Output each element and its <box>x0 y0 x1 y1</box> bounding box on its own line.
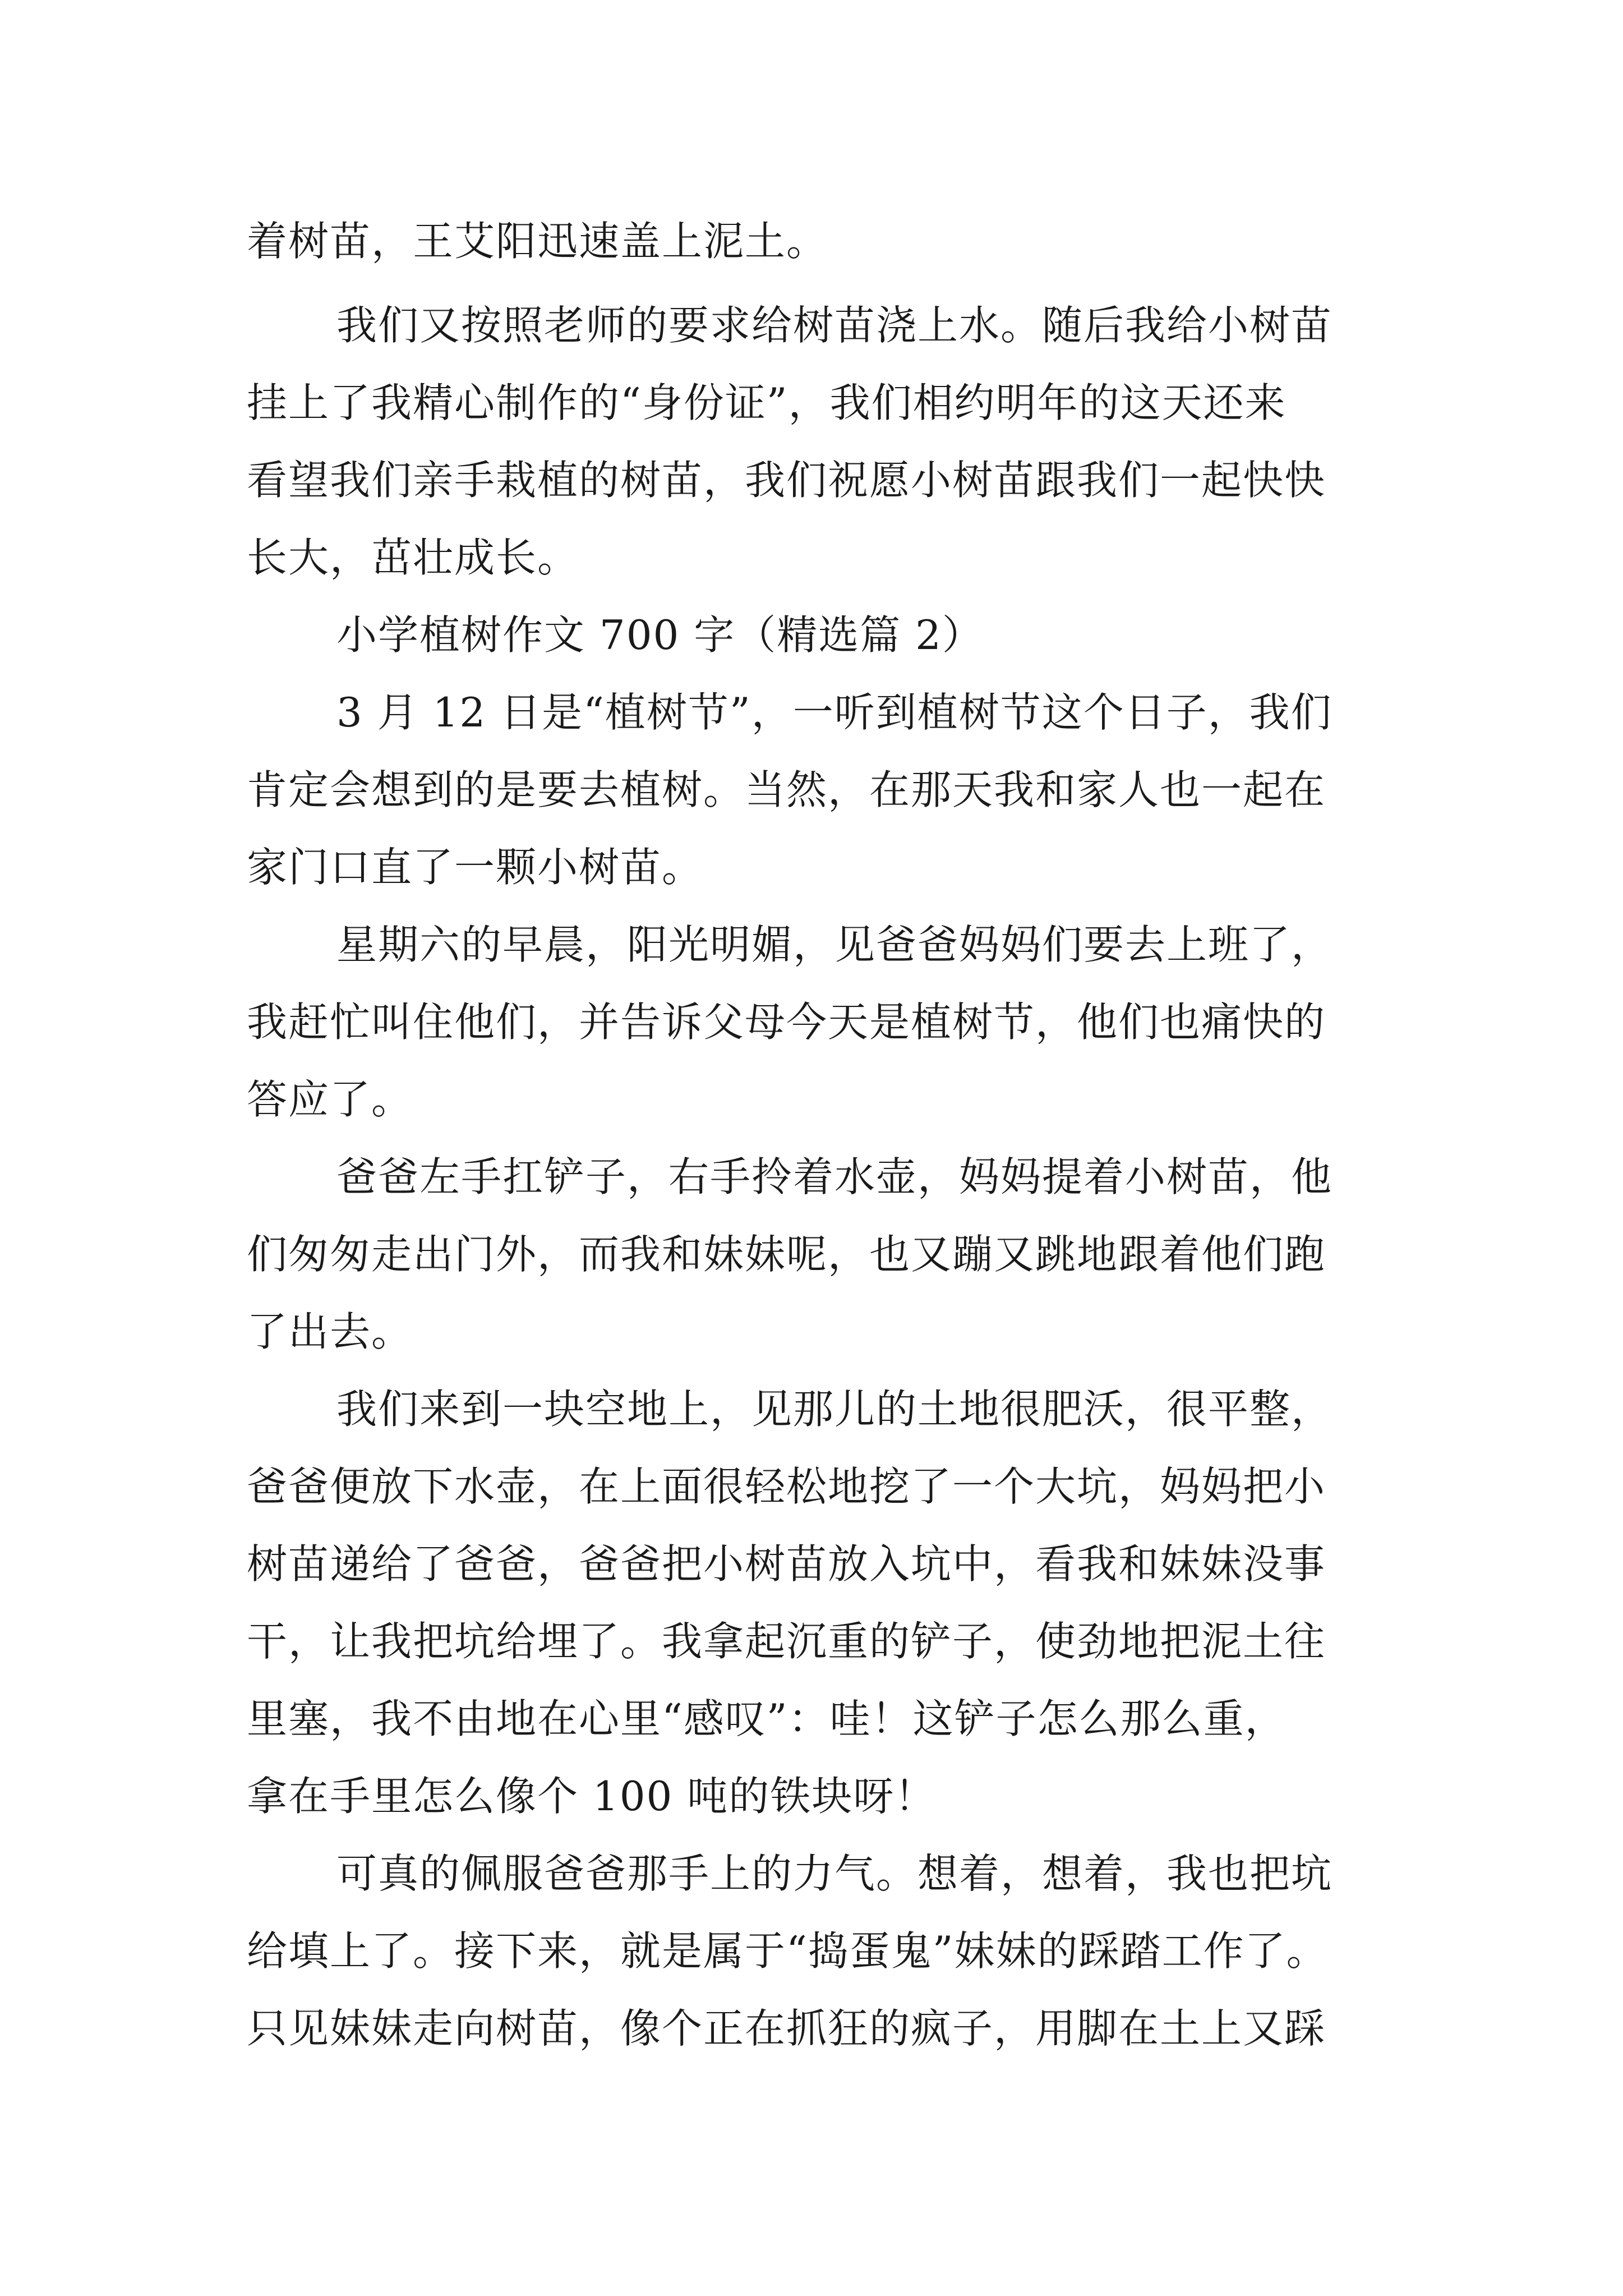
text-line: 只见妹妹走向树苗，像个正在抓狂的疯子，用脚在土上又踩 <box>247 2005 1326 2052</box>
paragraph-start-line: 星期六的早晨，阳光明媚，见爸爸妈妈们要去上班了， <box>336 921 1333 968</box>
text-line: 长大，茁壮成长。 <box>247 534 579 581</box>
text-line: 爸爸便放下水壶，在上面很轻松地挖了一个大坑，妈妈把小 <box>247 1463 1326 1510</box>
text-line: 看望我们亲手栽植的树苗，我们祝愿小树苗跟我们一起快快 <box>247 457 1326 504</box>
text-line: 们匆匆走出门外，而我和妹妹呢，也又蹦又跳地跟着他们跑 <box>247 1231 1326 1278</box>
text-line: 了出去。 <box>247 1308 413 1355</box>
text-line: 我赶忙叫住他们，并告诉父母今天是植树节，他们也痛快的 <box>247 999 1326 1046</box>
text-line: 里塞，我不由地在心里“感叹”：哇！这铲子怎么那么重， <box>247 1695 1287 1742</box>
text-line: 肯定会想到的是要去植树。当然，在那天我和家人也一起在 <box>247 766 1326 813</box>
paragraph-start-line: 爸爸左手扛铲子，右手拎着水壶，妈妈提着小树苗，他 <box>336 1153 1333 1200</box>
text-line: 干，让我把坑给埋了。我拿起沉重的铲子，使劲地把泥土往 <box>247 1618 1326 1665</box>
paragraph-start-line: 我们来到一块空地上，见那儿的土地很肥沃，很平整， <box>336 1386 1333 1433</box>
text-line: 拿在手里怎么像个 100 吨的铁块呀！ <box>247 1773 937 1820</box>
text-line: 树苗递给了爸爸，爸爸把小树苗放入坑中，看我和妹妹没事 <box>247 1540 1326 1588</box>
text-line: 家门口直了一颗小树苗。 <box>247 844 704 891</box>
paragraph-start-line: 我们又按照老师的要求给树苗浇上水。随后我给小树苗 <box>336 302 1333 349</box>
paragraph-start-line: 可真的佩服爸爸那手上的力气。想着，想着，我也把坑 <box>336 1850 1333 1897</box>
text-line: 答应了。 <box>247 1076 413 1123</box>
paragraph-start-line: 3 月 12 日是“植树节”，一听到植树节这个日子，我们 <box>336 689 1332 736</box>
text-line: 着树苗，王艾阳迅速盖上泥土。 <box>247 218 828 265</box>
text-line: 挂上了我精心制作的“身份证”，我们相约明年的这天还来 <box>247 379 1287 426</box>
text-line: 给填上了。接下来，就是属于“捣蛋鬼”妹妹的踩踏工作了。 <box>247 1927 1328 1975</box>
section-heading: 小学植树作文 700 字（精选篇 2） <box>336 611 984 659</box>
